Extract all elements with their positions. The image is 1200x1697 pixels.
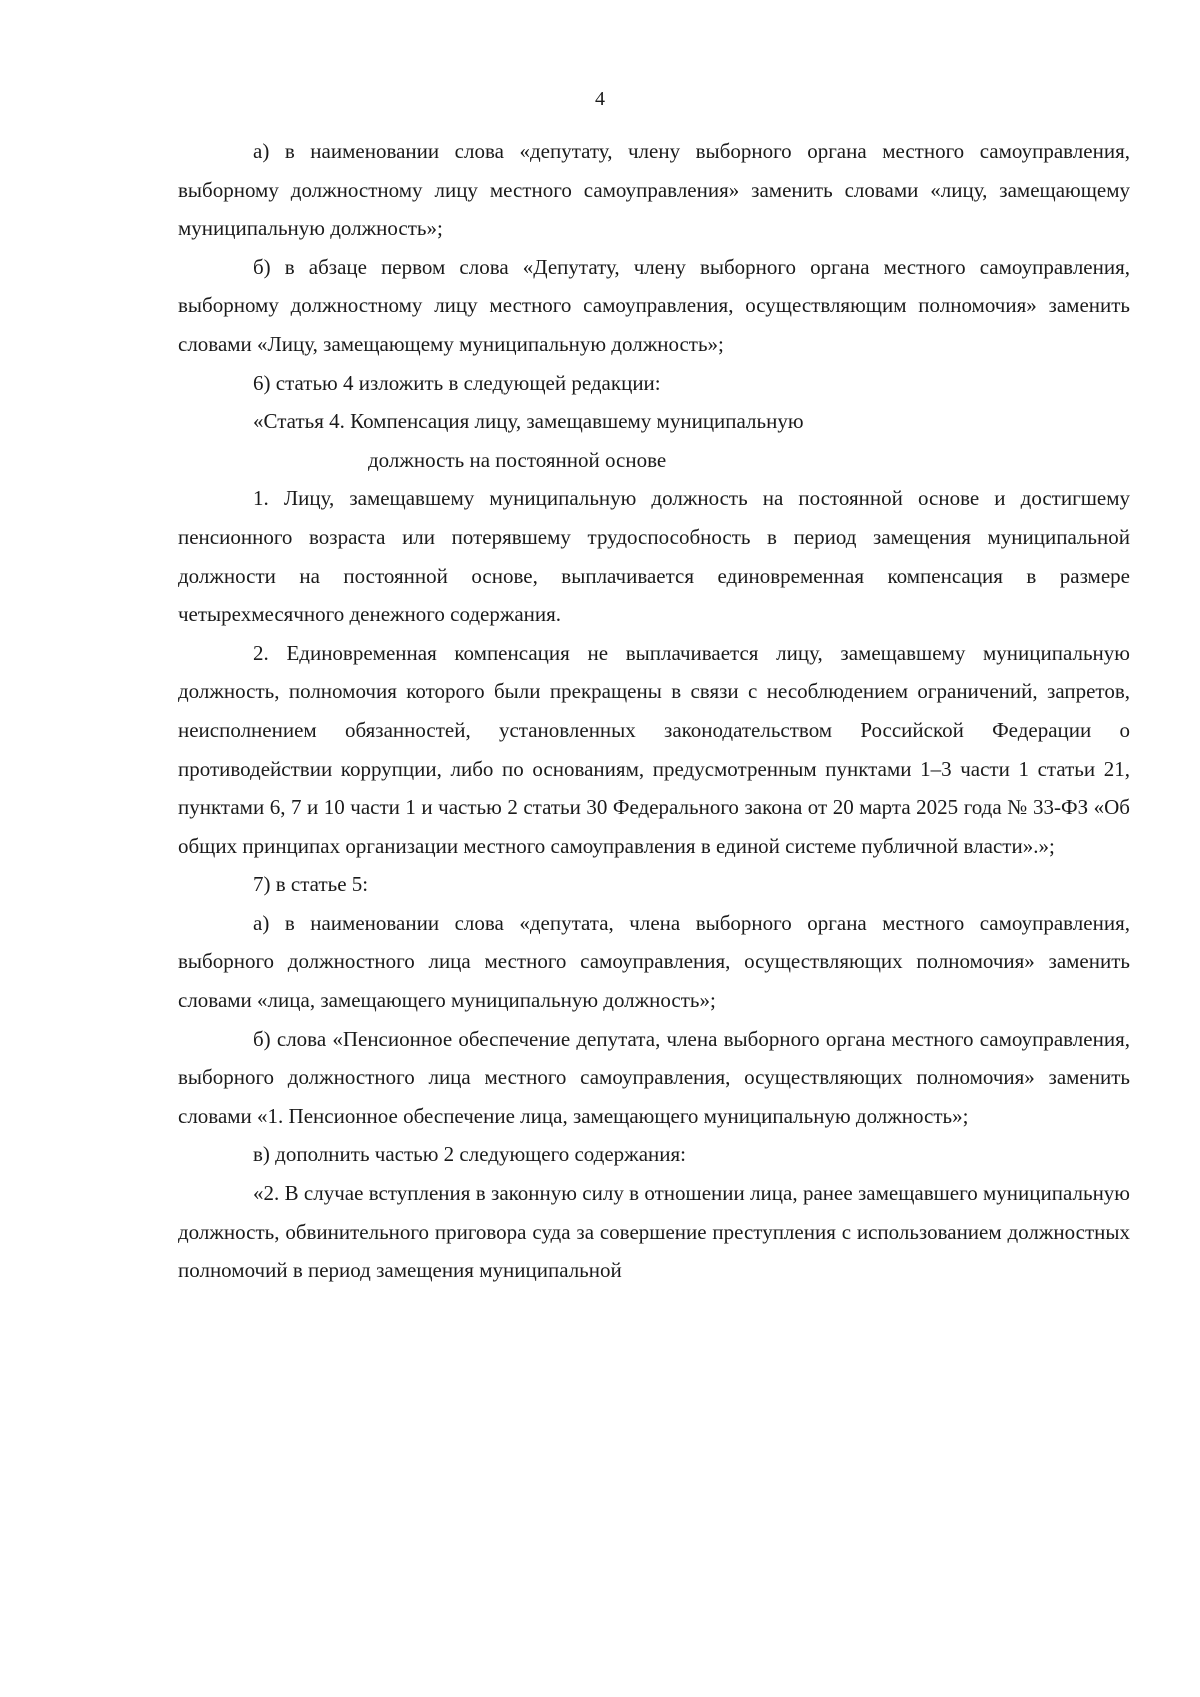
- article-4-part-2: 2. Единовременная компенсация не выплачивается лицу, замещавшему муниципальную должность, полномочия которого были прекращены в связи с несоблюдением ограничений, запретов, неисполнением обязанностей, установленных законодательством Российской Федерации о противодействии коррупции, либо по основаниям, предусмотренным пунктами 1–3 части 1 статьи 21, пунктами 6, 7 и 10 части 1 и частью 2 статьи 30 Федерального закона от 20 марта 2025 года № 33-ФЗ «Об общих принципах организации местного самоуправления в единой системе публичной власти».»;: [178, 640, 1130, 858]
- paragraph-item-7b: б) слова «Пенсионное обеспечение депутата, члена выборного органа местного самоуправления, выборного должностного лица местного самоуправления, осуществляющих полномочия» заменить словами «1. Пенсионное обеспечение лица, замещающего муниципальную должность»;: [178, 1026, 1130, 1128]
- article-5-part-2: «2. В случае вступления в законную силу в отношении лица, ранее замещавшего муниципальную должность, обвинительного приговора суда за совершение преступления с использованием должностных полномочий в период замещения муниципальной: [178, 1181, 1130, 1283]
- paragraph-item-7v: в) дополнить частью 2 следующего содержания:: [253, 1142, 686, 1167]
- paragraph-item-7: 7) в статье 5:: [253, 872, 369, 897]
- article-4-title-line-1: «Статья 4. Компенсация лицу, замещавшему муниципальную: [253, 409, 804, 434]
- article-4-part-1: 1. Лицу, замещавшему муниципальную должность на постоянной основе и достигшему пенсионного возраста или потерявшему трудоспособность в период замещения муниципальной должности на постоянной основе, выплачивается единовременная компенсация в размере четырехмесячного денежного содержания.: [178, 486, 1130, 627]
- document-body: [178, 132, 1130, 1290]
- paragraph-7a-heading-title: а) в наименовании слова «депутату, члену выборного органа местного самоуправления, выборному должностному лицу местного самоуправления» заменить словами «лицу, замещающему муниципальную должность»;: [178, 139, 1130, 241]
- paragraph-7b-first-abzac: б) в абзаце первом слова «Депутату, члену выборного органа местного самоуправления, выборному должностному лицу местного самоуправления, осуществляющим полномочия» заменить словами «Лицу, замещающему муниципальную должность»;: [178, 254, 1130, 356]
- paragraph-item-6: 6) статью 4 изложить в следующей редакции:: [253, 370, 661, 395]
- paragraph-item-7a: а) в наименовании слова «депутата, члена выборного органа местного самоуправления, выборного должностного лица местного самоуправления, осуществляющих полномочия» заменить словами «лица, замещающего муниципальную должность»;: [178, 910, 1130, 1013]
- article-4-title-line-2: должность на постоянной основе: [368, 447, 667, 472]
- page-number: 4: [595, 88, 605, 110]
